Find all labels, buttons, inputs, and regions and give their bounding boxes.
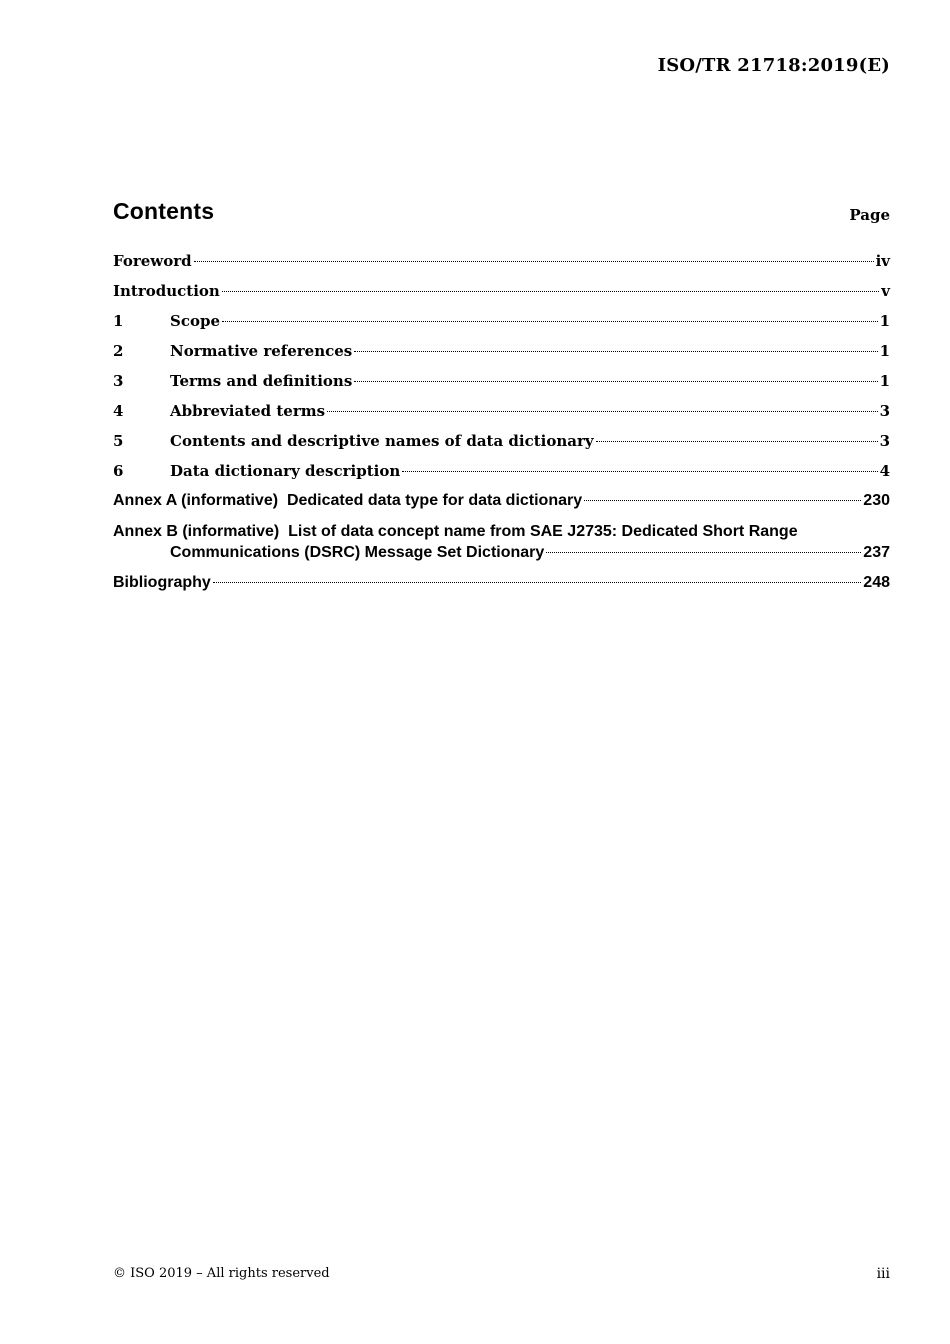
leader-dots — [222, 291, 879, 292]
toc-entry-title-line2: Communications (DSRC) Message Set Dictionary — [170, 544, 545, 561]
toc-entry-data-dictionary-description[interactable] — [113, 461, 890, 481]
toc-entry-scope[interactable] — [113, 311, 890, 331]
leader-dots — [194, 261, 874, 262]
toc-entry-title-line2-row — [113, 542, 890, 563]
toc-entry-page: v — [881, 282, 890, 300]
toc-entry-page: iv — [875, 252, 890, 270]
toc-entry-page: 237 — [863, 544, 890, 561]
toc-entry-page: 4 — [879, 462, 890, 480]
toc-entry-number: 5 — [113, 432, 124, 450]
footer-copyright: © ISO 2019 – All rights reserved — [113, 1266, 330, 1281]
leader-dots — [222, 321, 878, 322]
toc-entry-number: 4 — [113, 402, 124, 420]
toc-entry-annex-b[interactable] — [113, 521, 890, 563]
toc-entry-page: 1 — [879, 372, 890, 390]
toc-entry-title: Data dictionary description — [170, 462, 401, 480]
toc-entry-number: 1 — [113, 312, 124, 330]
leader-dots — [402, 471, 877, 472]
toc-entry-abbreviated-terms[interactable] — [113, 401, 890, 421]
toc-entry-page: 3 — [879, 432, 890, 450]
toc-entry-foreword[interactable] — [113, 251, 890, 271]
toc-entry-title: Foreword — [113, 252, 192, 270]
table-of-contents — [113, 251, 890, 603]
footer-page-number: iii — [876, 1266, 890, 1282]
toc-entry-bibliography[interactable] — [113, 573, 890, 593]
leader-dots — [213, 582, 862, 583]
toc-entry-terms-and-definitions[interactable] — [113, 371, 890, 391]
toc-entry-page: 230 — [863, 492, 890, 509]
toc-entry-normative-references[interactable] — [113, 341, 890, 361]
toc-entry-title: Contents and descriptive names of data dictionary — [170, 432, 594, 450]
page-column-label: Page — [849, 206, 890, 224]
toc-entry-title: Terms and definitions — [170, 372, 353, 390]
toc-entry-annex-a[interactable] — [113, 491, 890, 511]
toc-entry-title: Annex A (informative) Dedicated data type for data dictionary — [113, 492, 583, 509]
toc-entry-title: Scope — [170, 312, 221, 330]
document-id: ISO/TR 21718:2019(E) — [657, 55, 890, 76]
leader-dots — [327, 411, 877, 412]
leader-dots — [584, 500, 861, 501]
toc-entry-title: Abbreviated terms — [170, 402, 326, 420]
toc-entry-number: 3 — [113, 372, 124, 390]
toc-entry-title-line1: Annex B (informative) List of data concept name from SAE J2735: Dedicated Short Range — [113, 523, 798, 540]
contents-header — [113, 198, 890, 232]
toc-entry-title: Introduction — [113, 282, 220, 300]
toc-entry-contents-and-names[interactable] — [113, 431, 890, 451]
leader-dots — [596, 441, 878, 442]
toc-entry-title: Normative references — [170, 342, 353, 360]
toc-entry-page: 248 — [863, 574, 890, 591]
toc-entry-page: 1 — [879, 342, 890, 360]
toc-entry-introduction[interactable] — [113, 281, 890, 301]
toc-entry-number: 2 — [113, 342, 124, 360]
leader-dots — [354, 351, 877, 352]
toc-entry-title: Bibliography — [113, 574, 211, 591]
leader-dots — [354, 381, 877, 382]
toc-entry-page: 3 — [879, 402, 890, 420]
toc-entry-page: 1 — [879, 312, 890, 330]
toc-entry-number: 6 — [113, 462, 124, 480]
contents-title: Contents — [113, 198, 215, 224]
leader-dots — [546, 552, 861, 553]
